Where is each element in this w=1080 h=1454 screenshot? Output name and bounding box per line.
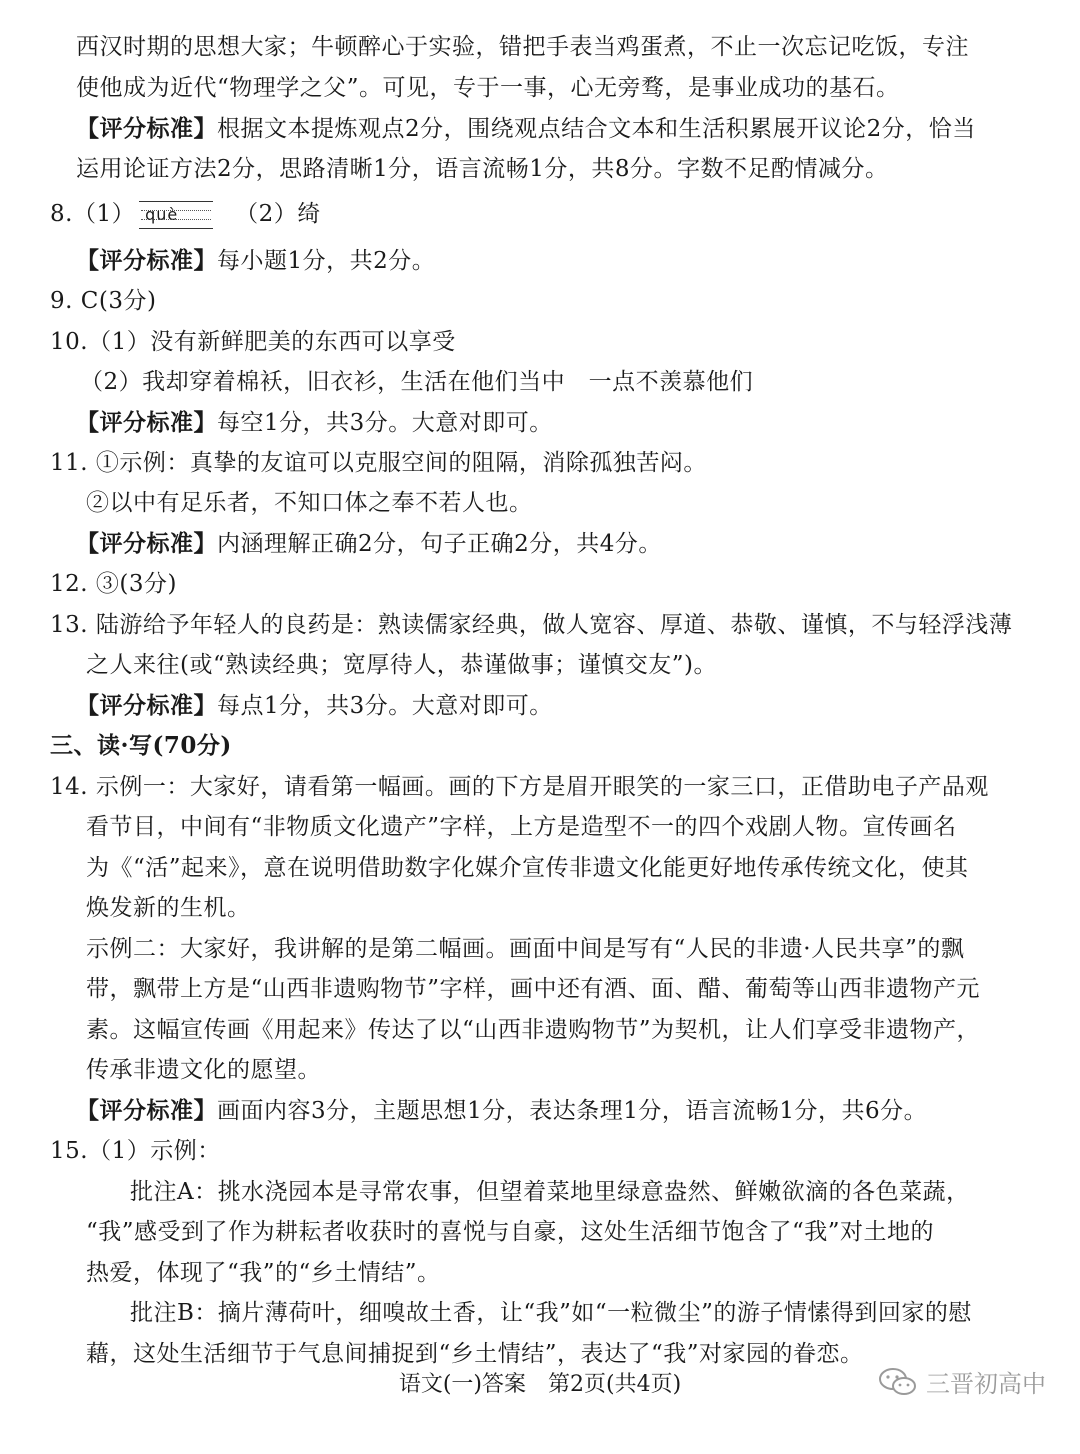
question-12: 12. ③(3分) (50, 571, 177, 597)
text-line: ②以中有足乐者，不知口体之奉不若人也。 (86, 490, 533, 516)
question-9: 9. C(3分) (50, 288, 157, 314)
scoring-label: 【评分标准】 (76, 247, 217, 274)
text-line: 使他成为近代“物理学之父”。可见，专于一事，心无旁骛，是事业成功的基石。 (76, 75, 900, 101)
text-line: 看节目，中间有“非物质文化遗产”字样，上方是造型不一的四个戏剧人物。宣传画名 (86, 814, 957, 840)
text-line: 西汉时期的思想大家；牛顿醉心于实验，错把手表当鸡蛋煮，不止一次忘记吃饭，专注 (76, 34, 969, 60)
question-8 (50, 199, 321, 229)
q8-prefix: 8.（1） (50, 201, 136, 227)
scoring-text: 内涵理解正确2分，句子正确2分，共4分。 (217, 531, 662, 557)
scoring-line (76, 246, 435, 276)
scoring-line (76, 114, 976, 144)
text-line: 素。这幅宣传画《用起来》传达了以“山西非遗购物节”为契机，让人们享受非遗物产， (86, 1017, 981, 1043)
text-line: 运用论证方法2分，思路清晰1分，语言流畅1分，共8分。字数不足酌情减分。 (76, 156, 889, 182)
question-15: 15.（1）示例： (50, 1138, 221, 1164)
question-13: 13. 陆游给予年轻人的良药是：熟读儒家经典，做人宽容、厚道、恭敬、谨慎，不与轻浮浅薄 (50, 612, 1013, 638)
scoring-line (76, 408, 553, 438)
scoring-label: 【评分标准】 (76, 409, 217, 436)
text-line: 藉，这处生活细节于气息间捕捉到“乡土情结”，表达了“我”对家园的眷恋。 (86, 1341, 864, 1367)
q8-part2: （2）绮 (235, 201, 321, 227)
scoring-text: 画面内容3分，主题思想1分，表达条理1分，语言流畅1分，共6分。 (217, 1098, 928, 1124)
text-line: 批注A：挑水浇园本是寻常农事，但望着菜地里绿意盎然、鲜嫩欲滴的各色菜蔬， (130, 1179, 970, 1205)
section-heading: 三、读·写(70分) (50, 732, 232, 759)
pinyin-answer-box (139, 201, 213, 229)
text-line: 批注B：摘片薄荷叶，细嗅故土香，让“我”如“一粒微尘”的游子情愫得到回家的慰 (130, 1300, 972, 1326)
scoring-label: 【评分标准】 (76, 115, 217, 142)
scoring-line (76, 529, 662, 559)
scoring-line (76, 691, 553, 721)
wechat-icon (878, 1367, 918, 1397)
text-line: 为《“活”起来》，意在说明借助数字化媒介宣传非遗文化能更好地传承传统文化，使其 (86, 855, 969, 881)
question-10: 10.（1）没有新鲜肥美的东西可以享受 (50, 329, 456, 355)
scoring-label: 【评分标准】 (76, 530, 217, 557)
text-line: “我”感受到了作为耕耘者收获时的喜悦与自豪，这处生活细节饱含了“我”对土地的 (86, 1219, 935, 1245)
text-line: 焕发新的生机。 (86, 895, 251, 921)
question-14: 14. 示例一：大家好，请看第一幅画。画的下方是眉开眼笑的一家三口，正借助电子产品观 (50, 774, 989, 800)
scoring-text: 根据文本提炼观点2分，围绕观点结合文本和生活积累展开议论2分，恰当 (217, 116, 976, 142)
scoring-label: 【评分标准】 (76, 1097, 217, 1124)
watermark-text: 三晋初高中 (926, 1370, 1046, 1398)
pinyin-answer: què (145, 205, 179, 224)
scoring-line (76, 1096, 927, 1126)
scoring-label: 【评分标准】 (76, 692, 217, 719)
text-line: 传承非遗文化的愿望。 (86, 1057, 321, 1083)
text-line: （2）我却穿着棉袄，旧衣衫，生活在他们当中 一点不羡慕他们 (80, 369, 754, 395)
scoring-text: 每空1分，共3分。大意对即可。 (217, 410, 553, 436)
scoring-text: 每小题1分，共2分。 (217, 248, 436, 274)
text-line: 示例二：大家好，我讲解的是第二幅画。画面中间是写有“人民的非遗·人民共享”的飘 (86, 936, 965, 962)
watermark (878, 1364, 1046, 1399)
text-line: 带，飘带上方是“山西非遗购物节”字样，画中还有酒、面、醋、葡萄等山西非遗物产元 (86, 976, 981, 1002)
scoring-text: 每点1分，共3分。大意对即可。 (217, 693, 553, 719)
question-11: 11. ①示例：真挚的友谊可以克服空间的阻隔，消除孤独苦闷。 (50, 450, 707, 476)
page-footer: 语文(一)答案 第2页(共4页) (398, 1372, 682, 1397)
text-line: 热爱，体现了“我”的“乡土情结”。 (86, 1260, 441, 1286)
text-line: 之人来往(或“熟读经典；宽厚待人，恭谨做事；谨慎交友”)。 (86, 652, 717, 678)
